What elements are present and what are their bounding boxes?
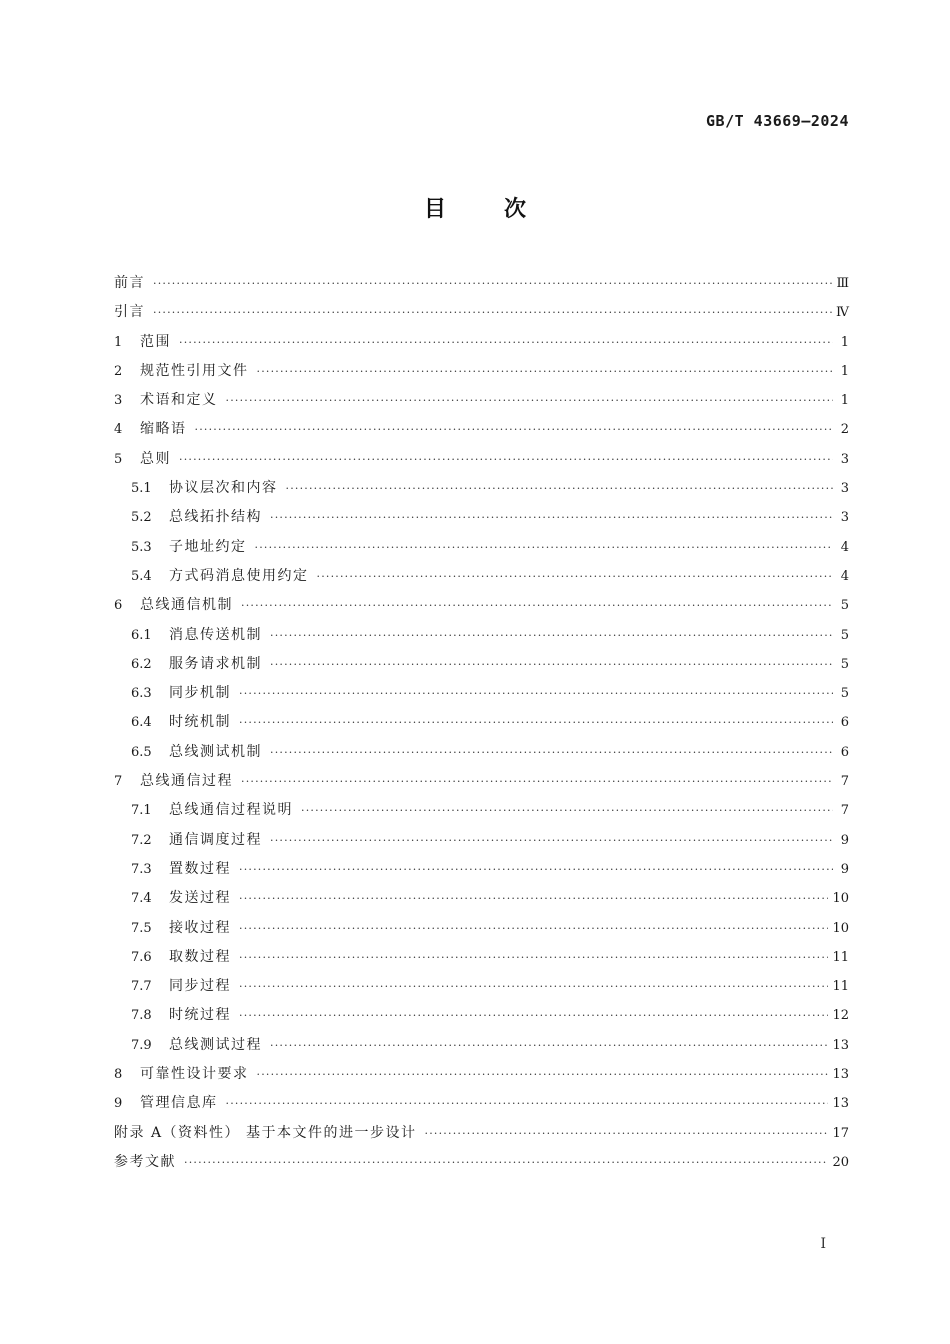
toc-dot-leader	[270, 621, 833, 650]
toc-entry-number: 7.2	[131, 832, 152, 848]
toc-dot-leader	[239, 1001, 828, 1030]
toc-entry[interactable]	[114, 972, 849, 1001]
toc-entry-page: 5	[840, 686, 849, 702]
toc-entry-number: 6	[114, 598, 123, 614]
toc-entry-page: 1	[840, 334, 849, 350]
toc-entry[interactable]	[114, 1060, 849, 1089]
toc-dot-leader	[301, 796, 833, 825]
toc-entry-label: 总则	[140, 450, 171, 467]
toc-entry-number: 5.4	[131, 568, 152, 584]
toc-entry-label: 时统过程	[169, 1007, 231, 1024]
toc-dot-leader	[184, 1148, 828, 1177]
toc-entry[interactable]	[114, 914, 849, 943]
toc-dot-leader	[270, 738, 833, 767]
toc-entry-number: 4	[114, 422, 123, 438]
toc-dot-leader	[270, 503, 833, 532]
toc-entry-number: 7.9	[131, 1037, 152, 1053]
toc-entry-number: 7.5	[131, 920, 152, 936]
toc-dot-leader	[179, 328, 833, 357]
toc-entry-number: 5.3	[131, 539, 152, 555]
toc-dot-leader	[241, 767, 833, 796]
toc-entry-page: 12	[832, 1008, 849, 1024]
toc-entry[interactable]	[114, 357, 849, 386]
toc-entry[interactable]	[114, 503, 849, 532]
toc-entry-page: 9	[840, 832, 849, 848]
toc-entry-label: 附录 A（资料性） 基于本文件的进一步设计	[114, 1124, 417, 1141]
toc-entry-page: 11	[832, 979, 849, 995]
toc-dot-leader	[270, 650, 833, 679]
toc-entry-label: 参考文献	[114, 1153, 176, 1170]
toc-dot-leader	[153, 298, 832, 327]
toc-entry-number: 9	[114, 1096, 123, 1112]
toc-dot-leader	[239, 884, 828, 913]
toc-entry-number: 2	[114, 363, 123, 379]
toc-entry-number: 6.4	[131, 715, 152, 731]
toc-entry-page: 20	[832, 1154, 849, 1170]
toc-entry-page: 13	[832, 1067, 849, 1083]
toc-entry-page: 3	[840, 451, 849, 467]
toc-entry-page: 4	[840, 539, 849, 555]
toc-entry-page: 11	[832, 949, 849, 965]
toc-entry[interactable]	[114, 855, 849, 884]
toc-entry-page: 6	[840, 744, 849, 760]
toc-entry-page: 4	[840, 568, 849, 584]
toc-entry[interactable]	[114, 562, 849, 591]
toc-dot-leader	[270, 826, 833, 855]
toc-entry-number: 6.5	[131, 744, 152, 760]
toc-entry-page: 5	[840, 656, 849, 672]
toc-entry[interactable]	[114, 415, 849, 444]
document-code: GB/T 43669—2024	[706, 112, 849, 130]
toc-entry-page: 3	[840, 510, 849, 526]
toc-entry[interactable]	[114, 591, 849, 620]
toc-entry-label: 规范性引用文件	[140, 362, 249, 379]
toc-entry[interactable]	[114, 1001, 849, 1030]
toc-entry[interactable]	[114, 1031, 849, 1060]
toc-entry[interactable]	[114, 796, 849, 825]
toc-dot-leader	[239, 943, 828, 972]
toc-dot-leader	[425, 1119, 829, 1148]
toc-entry-page: 1	[840, 363, 849, 379]
toc-dot-leader	[195, 415, 834, 444]
toc-entry-label: 方式码消息使用约定	[169, 567, 309, 584]
toc-entry-number: 7	[114, 774, 123, 790]
toc-entry-number: 7.7	[131, 979, 152, 995]
toc-entry-number: 7.1	[131, 803, 152, 819]
toc-title: 目次	[423, 197, 584, 222]
toc-entry-label: 消息传送机制	[169, 626, 262, 643]
toc-entry[interactable]	[114, 1148, 849, 1177]
toc-entry-page: 7	[840, 774, 849, 790]
toc-entry-label: 发送过程	[169, 890, 231, 907]
toc-entry[interactable]	[114, 328, 849, 357]
toc-entry-page: 13	[832, 1096, 849, 1112]
toc-entry[interactable]	[114, 1119, 849, 1148]
toc-entry-label: 术语和定义	[140, 392, 218, 409]
toc-entry[interactable]	[114, 533, 849, 562]
toc-entry[interactable]	[114, 826, 849, 855]
toc-entry-number: 8	[114, 1067, 123, 1083]
toc-entry-number: 7.4	[131, 891, 152, 907]
toc-entry-number: 3	[114, 393, 123, 409]
toc-entry[interactable]	[114, 708, 849, 737]
toc-entry-number: 6.2	[131, 656, 152, 672]
toc-entry-page: 2	[840, 422, 849, 438]
toc-entry-number: 5	[114, 451, 123, 467]
toc-dot-leader	[179, 445, 833, 474]
toc-entry-page: Ⅲ	[836, 276, 849, 291]
toc-dot-leader	[257, 1060, 829, 1089]
toc-entry-label: 总线测试过程	[169, 1036, 262, 1053]
table-of-contents	[114, 269, 849, 1177]
toc-entry-label: 引言	[114, 304, 145, 321]
toc-entry-page: 6	[840, 715, 849, 731]
toc-entry-page: 13	[832, 1037, 849, 1053]
toc-dot-leader	[255, 533, 834, 562]
toc-entry-label: 通信调度过程	[169, 831, 262, 848]
toc-entry[interactable]	[114, 679, 849, 708]
toc-dot-leader	[239, 708, 833, 737]
toc-entry[interactable]	[114, 386, 849, 415]
toc-dot-leader	[257, 357, 834, 386]
toc-entry-page: 5	[840, 598, 849, 614]
toc-dot-leader	[226, 1089, 829, 1118]
toc-entry-number: 1	[114, 334, 123, 350]
toc-dot-leader	[241, 591, 833, 620]
toc-entry-page: 17	[832, 1125, 849, 1141]
toc-entry[interactable]	[114, 767, 849, 796]
toc-entry-label: 协议层次和内容	[169, 480, 278, 497]
toc-dot-leader	[239, 679, 833, 708]
toc-entry-page: Ⅳ	[836, 305, 849, 321]
toc-entry-page: 5	[840, 627, 849, 643]
toc-entry-label: 置数过程	[169, 860, 231, 877]
toc-entry-number: 7.8	[131, 1008, 152, 1024]
toc-entry-label: 可靠性设计要求	[140, 1066, 249, 1083]
toc-entry-number: 5.2	[131, 510, 152, 526]
toc-entry[interactable]	[114, 474, 849, 503]
toc-dot-leader	[317, 562, 834, 591]
toc-dot-leader	[153, 269, 832, 298]
toc-entry-label: 同步机制	[169, 685, 231, 702]
toc-entry-number: 6.3	[131, 686, 152, 702]
toc-dot-leader	[239, 914, 828, 943]
toc-entry-label: 总线通信机制	[140, 597, 233, 614]
toc-entry-label: 前言	[114, 275, 145, 291]
toc-entry-label: 总线通信过程说明	[169, 802, 293, 819]
toc-entry-label: 同步过程	[169, 978, 231, 995]
toc-entry-page: 10	[832, 891, 849, 907]
toc-entry-label: 缩略语	[140, 421, 187, 438]
toc-entry[interactable]	[114, 943, 849, 972]
toc-dot-leader	[226, 386, 834, 415]
toc-entry-label: 子地址约定	[169, 538, 247, 555]
toc-dot-leader	[239, 972, 828, 1001]
toc-entry-label: 总线测试机制	[169, 743, 262, 760]
toc-entry-page: 10	[832, 920, 849, 936]
toc-entry-label: 取数过程	[169, 948, 231, 965]
toc-entry-number: 5.1	[131, 481, 152, 497]
toc-entry-label: 时统机制	[169, 714, 231, 731]
toc-entry[interactable]	[114, 445, 849, 474]
toc-entry-label: 总线拓扑结构	[169, 509, 262, 526]
toc-entry[interactable]	[114, 738, 849, 767]
toc-entry-label: 服务请求机制	[169, 655, 262, 672]
toc-entry[interactable]	[114, 1089, 849, 1118]
page-number: Ⅰ	[820, 1236, 826, 1252]
toc-entry[interactable]	[114, 621, 849, 650]
toc-entry-label: 总线通信过程	[140, 773, 233, 790]
toc-entry-label: 接收过程	[169, 919, 231, 936]
toc-entry-label: 管理信息库	[140, 1095, 218, 1112]
toc-dot-leader	[239, 855, 833, 884]
toc-entry[interactable]	[114, 298, 849, 327]
toc-entry-number: 6.1	[131, 627, 152, 643]
toc-entry-number: 7.3	[131, 861, 152, 877]
toc-entry-number: 7.6	[131, 949, 152, 965]
toc-entry[interactable]	[114, 269, 849, 298]
toc-entry-page: 9	[840, 861, 849, 877]
toc-entry-page: 7	[840, 803, 849, 819]
toc-entry-page: 3	[840, 481, 849, 497]
toc-entry[interactable]	[114, 884, 849, 913]
toc-entry-page: 1	[840, 393, 849, 409]
toc-entry-label: 范围	[140, 333, 171, 350]
toc-dot-leader	[286, 474, 834, 503]
toc-entry[interactable]	[114, 650, 849, 679]
toc-dot-leader	[270, 1031, 828, 1060]
